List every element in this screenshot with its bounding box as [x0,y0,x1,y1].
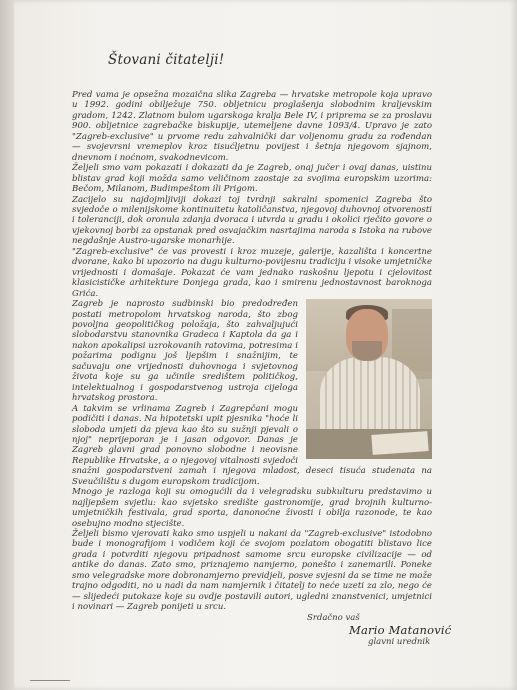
paragraph: A takvim se vrlinama Zagreb i Zagrepčani mogu podičiti i danas. Na hipotetski upit pjesnika "hoće li sloboda umjeti da pjeva kao što su sužnji pjevali o njoj" neprijeporan je i jasan odgovor. Danas je Zagreb glavni grad ponovno slobodne i neovisne Republike Hrvatske, a o njegovoj vitalnosti svjedoči snažni gospodarstveni zamah i njegova mladost, deseci tisuća studenata na Sveučilištu s dugom europskom tradicijom. [72,403,432,487]
paragraph: Zacijelo su najdojmljiviji dokazi toj tvrdnji sakralni spomenici Zagreba što svjedoče o milenijskome kontinuitetu katoličanstva, njegovoj duhovnoj otvorenosti i toleranciji, dok oronula zdanja dvoraca i utvrda u gradu i okolici rječito govore o vjekovnoj borbi za opstanak pred osvajačkim nasrtajima naroda s Istoka na rubove negdašnje Austro-ugarske monarhije. [72,194,432,247]
photo-beard [352,341,382,361]
signature-closing: Srdačno vaš [307,613,360,623]
editor-portrait-photo [306,299,432,459]
letter-body [72,90,432,613]
paragraph: Pred vama je opsežna mozaična slika Zagreba — hrvatske metropole koja upravo u 1992. godini obilježuje 750. obljetnicu proglašenja slobodnim kraljevskim gradom, 1242. Zlatnom bulom ugarskoga kralja Bele IV, i priprema se za proslavu 900. obljetnice zagrebačke biskupije, utemeljene davne 1093/4. Upravo je zato "Zagreb-exclusive" u prvome redu zahvalnički dar voljenomu gradu za rođendan — svojevrsni vremeplov kroz tisućljetnu povijest i šetnja njegovom sjajnom, dnevnom i noćnom, svakodnevicom. [72,90,432,163]
paragraph: Željeli bismo vjerovati kako smo uspjeli u nakani da "Zagreb-exclusive" istodobno bude i monografijom i vodičem koji će svojom pozlatom obogatiti blistavo lice grada i potvrditi njegovu pripadnost samome srcu europske civilizacije — od antike do danas. Zato smo, priznajemo namjerno, ponešto i zanemarili. Poneke smo velegradske more dobronamjerno previdjeli, posve svjesni da se time ne može trajno odgoditi, no u nadi da nam namjernik i čitatelj to neće uzeti za zlo, nego će — slijedeći putokaze koje su ovdje postavili autori, ugledni znanstvenici, umjetnici i novinari — Zagreb ponijeti u srcu. [72,529,432,613]
paragraph: Željeli smo vam pokazati i dokazati da je Zagreb, onaj jučer i ovaj danas, uistinu blistav grad koji možda samo veličinom zaostaje za svojima europskim uzorima: Bečom, Milanom, Budimpeštom ili Prigom. [72,163,432,195]
page-title: Štovani čitatelji! [108,52,225,68]
footer-rule [30,680,70,681]
paragraph: Zagreb je naprosto sudbinski bio predodređen postati metropolom hrvatskog naroda, što zbog povoljna geopolitičkog položaja, što zahvaljujući slobodarstvu stanovnika Gradeca i Kaptola da ga i nakon apokalipsi uzrokovanih ratovima, potresima i požarima podignu još ljepšim i snažnijim, te sačuvaju one vrijednosti duhovnoga i svjetovnog života koje su ga učinile središtem političkog, intelektualnog i gospodarstvenog ustroja cijeloga hrvatskog prostora. [72,299,298,404]
book-spine-shadow [0,0,14,690]
photo-papers [371,431,428,455]
signature-role: glavni urednik [368,637,431,647]
paragraph: "Zagreb-exclusive" će vas provesti i kroz muzeje, galerije, kazališta i koncertne dvorane, kako bi upozorio na dugu kulturno-povijesnu tradiciju i visoke umjetničke vrijednosti i domašaje. Pokazat će vam jednako raskošnu ljepotu i cjelovitost klasicističke arhitekture Donjega grada, kao i smirenu jednostavnost baroknoga Grića. [72,246,433,299]
paragraph: Mnogo je razloga koji su omogućili da i velegradsku subkulturu predstavimo u najljepšem svjetlu: kao svjetsko središte gastronomije, grad brojnih kulturno-umjetničkih festivala, grad sporta, danonoćne živosti i obilja razonode, te kao osebujno modno stjecište. [72,487,432,529]
signature-name: Mario Matanović [349,623,452,637]
